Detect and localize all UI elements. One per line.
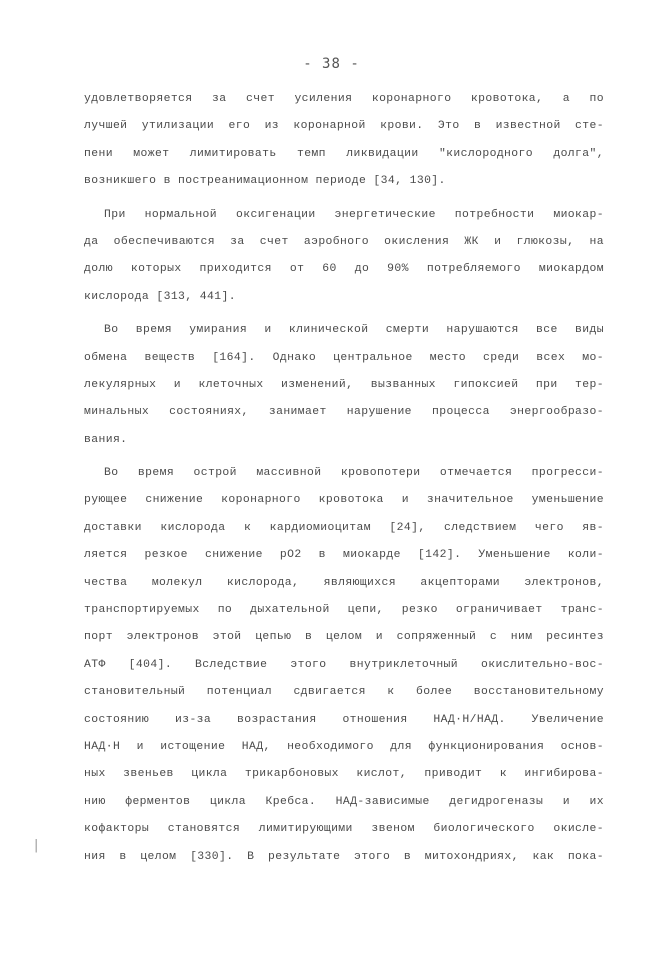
text-line: состоянию из-за возрастания отношения НАД·Н/НАД. Увеличение <box>84 713 604 726</box>
text-line: доставки кислорода к кардиомиоцитам [24], следствием чего яв- <box>84 521 604 534</box>
text-line: транспортируемых по дыхательной цепи, резко ограничивает транс- <box>84 604 604 617</box>
text-line: чества молекул кислорода, являющихся акцепторами электронов, <box>84 576 604 589</box>
text-line: долю которых приходится от 60 до 90% потребляемого миокардом <box>84 263 604 276</box>
text-line: пени может лимитировать темп ликвидации "кислородного долга", <box>84 147 604 160</box>
text-line: ния в целом [330]. В результате этого в митохондриях, как пока- <box>84 850 604 863</box>
text-line: АТФ [404]. Вследствие этого внутриклеточный окислительно-вос- <box>84 658 604 671</box>
text-line: возникшего в постреанимационном периоде [34, 130]. <box>84 175 446 188</box>
text-line: лучшей утилизации его из коронарной крови. Это в известной сте- <box>84 120 604 133</box>
text-line: Во время умирания и клинической смерти нарушаются все виды <box>104 324 604 337</box>
text-line: обмена веществ [164]. Однако центральное место среди всех мо- <box>84 351 604 364</box>
body-text <box>84 86 604 871</box>
text-line: удовлетворяется за счет усиления коронарного кровотока, а по <box>84 93 604 105</box>
text-line: вания. <box>84 433 128 446</box>
page-number: - 38 - <box>303 56 360 72</box>
text-line: Во время острой массивной кровопотери отмечается прогресси- <box>104 467 604 480</box>
text-line: ных звеньев цикла трикарбоновых кислот, приводит к ингибирова- <box>84 768 604 781</box>
text-line: кофакторы становятся лимитирующими звеном биологического окисле- <box>84 823 604 836</box>
text-line: становительный потенциал сдвигается к более восстановительному <box>84 686 604 699</box>
text-line: ляется резкое снижение pO2 в миокарде [142]. Уменьшение коли- <box>84 549 604 562</box>
text-line: минальных состояниях, занимает нарушение процесса энергообразо- <box>84 406 604 419</box>
text-line: нию ферментов цикла Кребса. НАД-зависимые дегидрогеназы и их <box>84 795 604 808</box>
text-line: При нормальной оксигенации энергетические потребности миокар- <box>104 208 604 221</box>
text-line: НАД·Н и истощение НАД, необходимого для функционирования основ- <box>84 740 604 753</box>
text-line: кислорода [313, 441]. <box>84 290 236 303</box>
text-line: порт электронов этой цепью в целом и сопряженный с ним ресинтез <box>84 631 604 644</box>
text-line: лекулярных и клеточных изменений, вызванных гипоксией при тер- <box>84 378 604 391</box>
margin-mark: | <box>34 838 39 853</box>
text-line: рующее снижение коронарного кровотока и значительное уменьшение <box>84 494 604 507</box>
text-line: да обеспечиваются за счет аэробного окисления ЖК и глюкозы, на <box>84 235 604 248</box>
